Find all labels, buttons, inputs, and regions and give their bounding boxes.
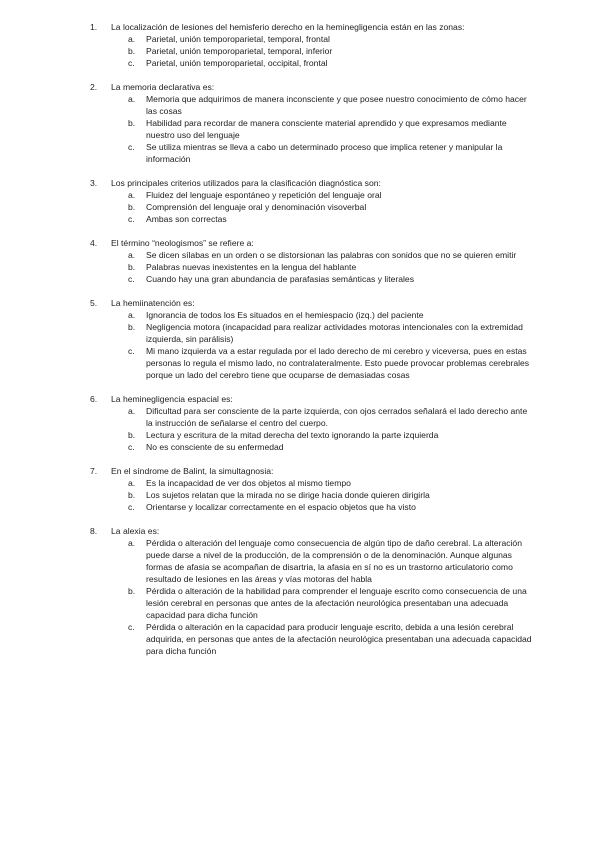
question-6 xyxy=(0,393,600,453)
option-c xyxy=(0,621,600,657)
option-a xyxy=(0,249,600,261)
option-a xyxy=(0,477,600,489)
option-letter: c. xyxy=(128,142,135,152)
option-text: No es consciente de su enfermedad xyxy=(146,442,284,452)
option-text: Los sujetos relatan que la mirada no se dirige hacia donde quieren dirigirla xyxy=(146,490,430,500)
option-letter: c. xyxy=(128,214,135,224)
option-text: Lectura y escritura de la mitad derecha del texto ignorando la parte izquierda xyxy=(146,430,439,440)
question-text: Los principales criterios utilizados para la clasificación diagnóstica son: xyxy=(111,178,381,188)
option-c xyxy=(0,501,600,513)
question-list xyxy=(0,21,600,669)
option-text: Pérdida o alteración del lenguaje como consecuencia de algún tipo de daño cerebral. La alteración puede darse a nivel de la producción, de la comprensión o de la denominación. Aunque algunas formas de afasia se acompañan de disartria, la afasia en sí no es un trastorno articulatorio como resultado de lesiones en las áreas y vías motoras del habla xyxy=(146,538,522,584)
option-c xyxy=(0,273,600,285)
option-c xyxy=(0,345,600,381)
option-letter: a. xyxy=(128,310,136,320)
option-b xyxy=(0,261,600,273)
option-a xyxy=(0,93,600,117)
option-letter: a. xyxy=(128,406,136,416)
option-a xyxy=(0,537,600,585)
option-letter: b. xyxy=(128,430,136,440)
option-text: Es la incapacidad de ver dos objetos al mismo tiempo xyxy=(146,478,351,488)
question-number: 8. xyxy=(90,526,98,536)
option-letter: b. xyxy=(128,202,136,212)
option-a xyxy=(0,405,600,429)
option-text: Parietal, unión temporoparietal, temporal, frontal xyxy=(146,34,330,44)
question-text: La memoria declarativa es: xyxy=(111,82,215,92)
question-text: En el síndrome de Balint, la simultagnosia: xyxy=(111,466,274,476)
option-text: Pérdida o alteración de la habilidad para comprender el lenguaje escrito como consecuencia de una lesión cerebral en personas que antes de la afectación neurológica presentaban una adecuada capacidad para dicha función xyxy=(146,586,527,620)
option-b xyxy=(0,585,600,621)
option-letter: c. xyxy=(128,274,135,284)
question-5 xyxy=(0,297,600,381)
options-list xyxy=(0,249,600,285)
question-number: 1. xyxy=(90,22,98,32)
option-b xyxy=(0,45,600,57)
options-list xyxy=(0,309,600,381)
option-letter: b. xyxy=(128,118,136,128)
question-1 xyxy=(0,21,600,69)
option-text: Comprensión del lenguaje oral y denominación visoverbal xyxy=(146,202,367,212)
option-a xyxy=(0,189,600,201)
option-text: Mi mano izquierda va a estar regulada por el lado derecho de mi cerebro y viceversa, pues en estas personas lo regula el mismo lado, no contralateralmente. Esto puede provocar problemas cerebrales porque un lado del cerebro tiene que ocuparse de demasiadas cosas xyxy=(146,346,530,380)
option-text: Palabras nuevas inexistentes en la lengua del hablante xyxy=(146,262,357,272)
option-c xyxy=(0,441,600,453)
question-2 xyxy=(0,81,600,165)
option-text: Memoria que adquirimos de manera inconsciente y que posee nuestro conocimiento de cómo hacer las cosas xyxy=(146,94,527,116)
option-letter: a. xyxy=(128,478,136,488)
options-list xyxy=(0,33,600,69)
option-letter: c. xyxy=(128,622,135,632)
question-number: 4. xyxy=(90,238,98,248)
option-text: Parietal, unión temporoparietal, temporal, inferior xyxy=(146,46,333,56)
question-number: 6. xyxy=(90,394,98,404)
option-text: Cuando hay una gran abundancia de parafasias semánticas y literales xyxy=(146,274,415,284)
option-b xyxy=(0,429,600,441)
option-letter: a. xyxy=(128,34,136,44)
option-b xyxy=(0,321,600,345)
option-text: Habilidad para recordar de manera consciente material aprendido y que expresamos mediante nuestro uso del lenguaje xyxy=(146,118,507,140)
option-a xyxy=(0,309,600,321)
option-b xyxy=(0,201,600,213)
option-letter: b. xyxy=(128,262,136,272)
option-letter: a. xyxy=(128,94,136,104)
question-text: El término “neologismos” se refiere a: xyxy=(111,238,254,248)
options-list xyxy=(0,477,600,513)
option-letter: b. xyxy=(128,490,136,500)
option-c xyxy=(0,57,600,69)
option-letter: a. xyxy=(128,250,136,260)
option-letter: c. xyxy=(128,58,135,68)
option-letter: b. xyxy=(128,586,136,596)
options-list xyxy=(0,189,600,225)
options-list xyxy=(0,93,600,165)
option-text: Ignorancia de todos los Es situados en el hemiespacio (izq.) del paciente xyxy=(146,310,424,320)
option-letter: c. xyxy=(128,346,135,356)
question-number: 3. xyxy=(90,178,98,188)
option-b xyxy=(0,117,600,141)
option-c xyxy=(0,213,600,225)
option-letter: a. xyxy=(128,190,136,200)
question-number: 2. xyxy=(90,82,98,92)
question-text: La hemiinatención es: xyxy=(111,298,195,308)
option-text: Se dicen sílabas en un orden o se distorsionan las palabras con sonidos que no se quieren emitir xyxy=(146,250,517,260)
option-letter: a. xyxy=(128,538,136,548)
option-letter: c. xyxy=(128,442,135,452)
option-letter: c. xyxy=(128,502,135,512)
question-number: 5. xyxy=(90,298,98,308)
option-text: Ambas son correctas xyxy=(146,214,227,224)
option-b xyxy=(0,489,600,501)
question-4 xyxy=(0,237,600,285)
option-text: Negligencia motora (incapacidad para realizar actividades motoras intencionales con la extremidad izquierda, sin parálisis) xyxy=(146,322,523,344)
option-text: Fluidez del lenguaje espontáneo y repetición del lenguaje oral xyxy=(146,190,382,200)
option-text: Dificultad para ser consciente de la parte izquierda, con ojos cerrados señalará el lado derecho ante la instrucción de señalarse el centro del cuerpo. xyxy=(146,406,528,428)
question-8 xyxy=(0,525,600,657)
option-a xyxy=(0,33,600,45)
question-number: 7. xyxy=(90,466,98,476)
option-letter: b. xyxy=(128,46,136,56)
option-text: Orientarse y localizar correctamente en el espacio objetos que ha visto xyxy=(146,502,416,512)
option-text: Se utiliza mientras se lleva a cabo un determinado proceso que implica retener y manipular la información xyxy=(146,142,503,164)
question-text: La localización de lesiones del hemisferio derecho en la heminegligencia están en las zonas: xyxy=(111,22,465,32)
option-text: Pérdida o alteración en la capacidad para producir lenguaje escrito, debida a una lesión cerebral adquirida, en personas que antes de la afectación neurológica presentaban una adecuada capacidad para dicha función xyxy=(146,622,532,656)
question-3 xyxy=(0,177,600,225)
question-7 xyxy=(0,465,600,513)
option-letter: b. xyxy=(128,322,136,332)
option-c xyxy=(0,141,600,165)
option-text: Parietal, unión temporoparietal, occipital, frontal xyxy=(146,58,328,68)
question-text: La alexia es: xyxy=(111,526,160,536)
options-list xyxy=(0,537,600,657)
question-text: La heminegligencia espacial es: xyxy=(111,394,233,404)
options-list xyxy=(0,405,600,453)
